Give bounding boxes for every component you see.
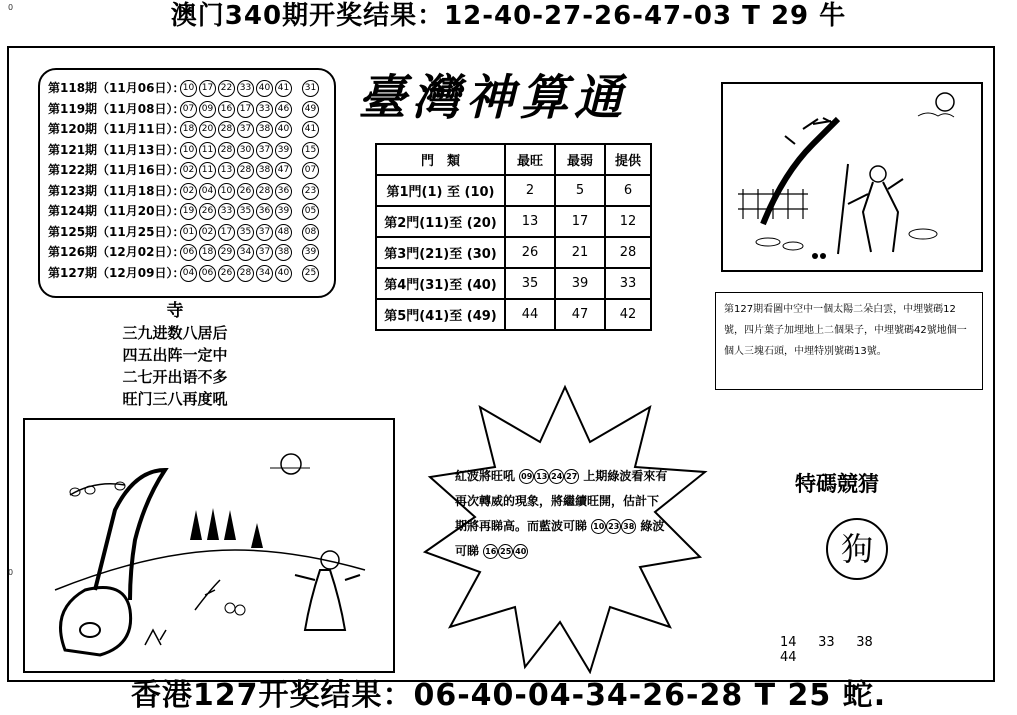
wave-red-balls (519, 469, 579, 483)
wave-blue-balls (591, 519, 636, 533)
gate-value-cell: 12 (605, 206, 651, 237)
number-ball: 16 (218, 101, 235, 118)
corner-mark-left: 0 (8, 568, 14, 577)
guess-number: 33 (818, 635, 835, 650)
corner-mark-top: 0 (8, 3, 14, 12)
table-row (376, 206, 651, 237)
wave-green-balls (483, 544, 528, 558)
list-item (48, 160, 321, 180)
number-ball: 02 (180, 183, 197, 200)
number-ball: 17 (237, 101, 254, 118)
number-ball: 33 (256, 101, 273, 118)
number-ball: 38 (275, 244, 292, 261)
number-ball: 29 (218, 244, 235, 261)
draw-label: 第127期（12月09日）： (48, 265, 185, 280)
gate-range-cell: 第3門(21)至 (30) (376, 237, 505, 268)
list-item (48, 119, 321, 139)
number-ball: 40 (256, 80, 273, 97)
list-item (48, 201, 321, 221)
wave-text: 綠波可睇 (455, 519, 665, 558)
number-ball: 37 (256, 224, 273, 241)
wave-number-ball: 13 (534, 469, 549, 484)
special-guess-title: 特碼競猜 (795, 471, 879, 496)
number-ball: 39 (275, 203, 292, 220)
draw-label: 第124期（11月20日）： (48, 204, 185, 218)
number-ball: 33 (218, 203, 235, 220)
list-item (48, 140, 321, 160)
wave-number-ball: 23 (606, 519, 621, 534)
wave-forecast-text (455, 464, 670, 564)
table-row (376, 175, 651, 206)
number-ball: 37 (256, 244, 273, 261)
table-header: 門 類 (376, 144, 505, 175)
number-ball: 40 (275, 265, 292, 282)
number-ball: 06 (180, 244, 197, 261)
number-ball: 36 (275, 183, 292, 200)
poem-title: 寺 (166, 301, 184, 321)
gate-range-cell: 第4門(31)至 (40) (376, 268, 505, 299)
list-item (48, 99, 321, 119)
number-ball: 10 (218, 183, 235, 200)
page-title: 臺灣神算通 (358, 70, 629, 126)
gate-value-cell: 6 (605, 175, 651, 206)
special-ball: 15 (302, 142, 319, 159)
guess-number: 38 (856, 635, 873, 650)
gate-value-cell: 44 (505, 299, 555, 330)
number-ball: 01 (180, 224, 197, 241)
table-header-row (376, 144, 651, 175)
number-ball: 19 (180, 203, 197, 220)
draw-label: 第120期（11月11日）： (48, 122, 185, 136)
number-ball: 26 (199, 203, 216, 220)
guess-number: 14 (780, 635, 797, 650)
gate-value-cell: 39 (555, 268, 605, 299)
number-ball: 46 (275, 101, 292, 118)
gate-value-cell: 26 (505, 237, 555, 268)
special-ball: 49 (302, 101, 319, 118)
gate-value-cell: 47 (555, 299, 605, 330)
number-ball: 17 (199, 80, 216, 97)
guess-number: 44 (780, 650, 797, 665)
list-item (48, 222, 321, 242)
draw-label: 第125期（11月25日）： (48, 224, 185, 239)
special-ball: 23 (302, 183, 319, 200)
number-ball: 47 (275, 162, 292, 179)
special-ball: 31 (302, 80, 319, 97)
draw-label: 第119期（11月08日）： (48, 101, 185, 116)
special-ball: 25 (302, 265, 319, 282)
poem (90, 300, 260, 410)
number-ball: 35 (237, 224, 254, 241)
number-ball: 48 (275, 224, 292, 241)
number-ball: 26 (237, 183, 254, 200)
table-header: 提供 (605, 144, 651, 175)
table-row (376, 268, 651, 299)
number-ball: 36 (256, 203, 273, 220)
illustration-farmer (721, 82, 983, 272)
special-ball: 05 (302, 203, 319, 220)
poem-line: 旺门三八再度吼 (122, 390, 228, 408)
number-ball: 07 (180, 101, 197, 118)
number-ball: 13 (218, 162, 235, 179)
number-ball: 04 (180, 265, 197, 282)
wave-number-ball: 16 (483, 544, 498, 559)
list-item (48, 78, 321, 98)
number-ball: 28 (256, 183, 273, 200)
gate-range-cell: 第1門(1) 至 (10) (376, 175, 505, 206)
draw-history-list (38, 68, 336, 298)
gate-value-cell: 21 (555, 237, 605, 268)
table-header: 最旺 (505, 144, 555, 175)
wave-number-ball: 27 (564, 469, 579, 484)
number-ball: 38 (256, 121, 273, 138)
number-ball: 30 (237, 142, 254, 159)
draw-label: 第118期（11月06日）： (48, 81, 185, 95)
table-header: 最弱 (555, 144, 605, 175)
gate-value-cell: 5 (555, 175, 605, 206)
table-row (376, 299, 651, 330)
number-ball: 10 (180, 80, 197, 97)
wave-number-ball: 40 (513, 544, 528, 559)
draw-label: 第121期（11月13日）： (48, 142, 185, 157)
gate-value-cell: 33 (605, 268, 651, 299)
poem-line: 二七开出语不多 (122, 368, 228, 386)
number-ball: 39 (275, 142, 292, 159)
hk-result-footer: 香港127开奖结果：06-40-04-34-26-28 T 25 蛇. (130, 678, 887, 713)
wave-number-ball: 09 (519, 469, 534, 484)
farmer-drawing-icon (723, 84, 981, 270)
wave-number-ball: 25 (498, 544, 513, 559)
draw-label: 第122期（11月16日）： (48, 163, 185, 177)
number-ball: 17 (218, 224, 235, 241)
number-ball: 28 (218, 142, 235, 159)
number-ball: 02 (180, 162, 197, 179)
number-ball: 26 (218, 265, 235, 282)
gate-value-cell: 17 (555, 206, 605, 237)
gate-value-cell: 35 (505, 268, 555, 299)
number-ball: 06 (199, 265, 216, 282)
list-item (48, 242, 321, 262)
number-ball: 40 (275, 121, 292, 138)
picture-explanation-note: 第127期看圖中空中一個太陽二朵白雲，中埋號碼12號，四片葉子加埋地上二個果子，中埋號碼42號地個一個人三塊石頭，中埋特別號碼13號。 (715, 292, 983, 390)
child-drawing-icon (25, 420, 393, 671)
special-guess-animal: 狗 (826, 518, 888, 580)
number-ball: 11 (199, 162, 216, 179)
number-ball: 18 (180, 121, 197, 138)
gate-value-cell: 28 (605, 237, 651, 268)
list-item (48, 181, 321, 201)
special-guess-numbers (780, 635, 920, 665)
wave-number-ball: 24 (549, 469, 564, 484)
poem-line: 四五出阵一定中 (122, 346, 228, 364)
number-ball: 22 (218, 80, 235, 97)
gate-range-cell: 第5門(41)至 (49) (376, 299, 505, 330)
number-ball: 02 (199, 224, 216, 241)
wave-number-ball: 10 (591, 519, 606, 534)
number-ball: 11 (199, 142, 216, 159)
number-ball: 28 (218, 121, 235, 138)
gates-table (375, 143, 652, 331)
number-ball: 41 (275, 80, 292, 97)
number-ball: 04 (199, 183, 216, 200)
macau-result-header: 澳门340期开奖结果：12-40-27-26-47-03 T 29 牛 (170, 1, 847, 31)
special-ball: 08 (302, 224, 319, 241)
number-ball: 34 (256, 265, 273, 282)
gate-value-cell: 13 (505, 206, 555, 237)
number-ball: 20 (199, 121, 216, 138)
wave-text: 紅波將旺吼 (455, 469, 516, 483)
poem-line: 三九进数八居后 (122, 324, 228, 342)
wave-text: 上期綠波看來有再次轉威的現象，將繼續旺開，估計下期將再睇高。而藍波可睇 (455, 469, 668, 533)
number-ball: 28 (237, 162, 254, 179)
number-ball: 33 (237, 80, 254, 97)
number-ball: 09 (199, 101, 216, 118)
number-ball: 18 (199, 244, 216, 261)
special-ball: 39 (302, 244, 319, 261)
draw-label: 第126期（12月02日）： (48, 245, 185, 259)
number-ball: 10 (180, 142, 197, 159)
number-ball: 38 (256, 162, 273, 179)
gate-value-cell: 42 (605, 299, 651, 330)
list-item (48, 263, 321, 283)
gate-value-cell: 2 (505, 175, 555, 206)
gate-range-cell: 第2門(11)至 (20) (376, 206, 505, 237)
special-ball: 07 (302, 162, 319, 179)
number-ball: 28 (237, 265, 254, 282)
number-ball: 35 (237, 203, 254, 220)
number-ball: 34 (237, 244, 254, 261)
special-ball: 41 (302, 121, 319, 138)
wave-number-ball: 38 (621, 519, 636, 534)
number-ball: 37 (237, 121, 254, 138)
number-ball: 37 (256, 142, 273, 159)
illustration-child (23, 418, 395, 673)
draw-label: 第123期（11月18日）： (48, 183, 185, 198)
table-row (376, 237, 651, 268)
